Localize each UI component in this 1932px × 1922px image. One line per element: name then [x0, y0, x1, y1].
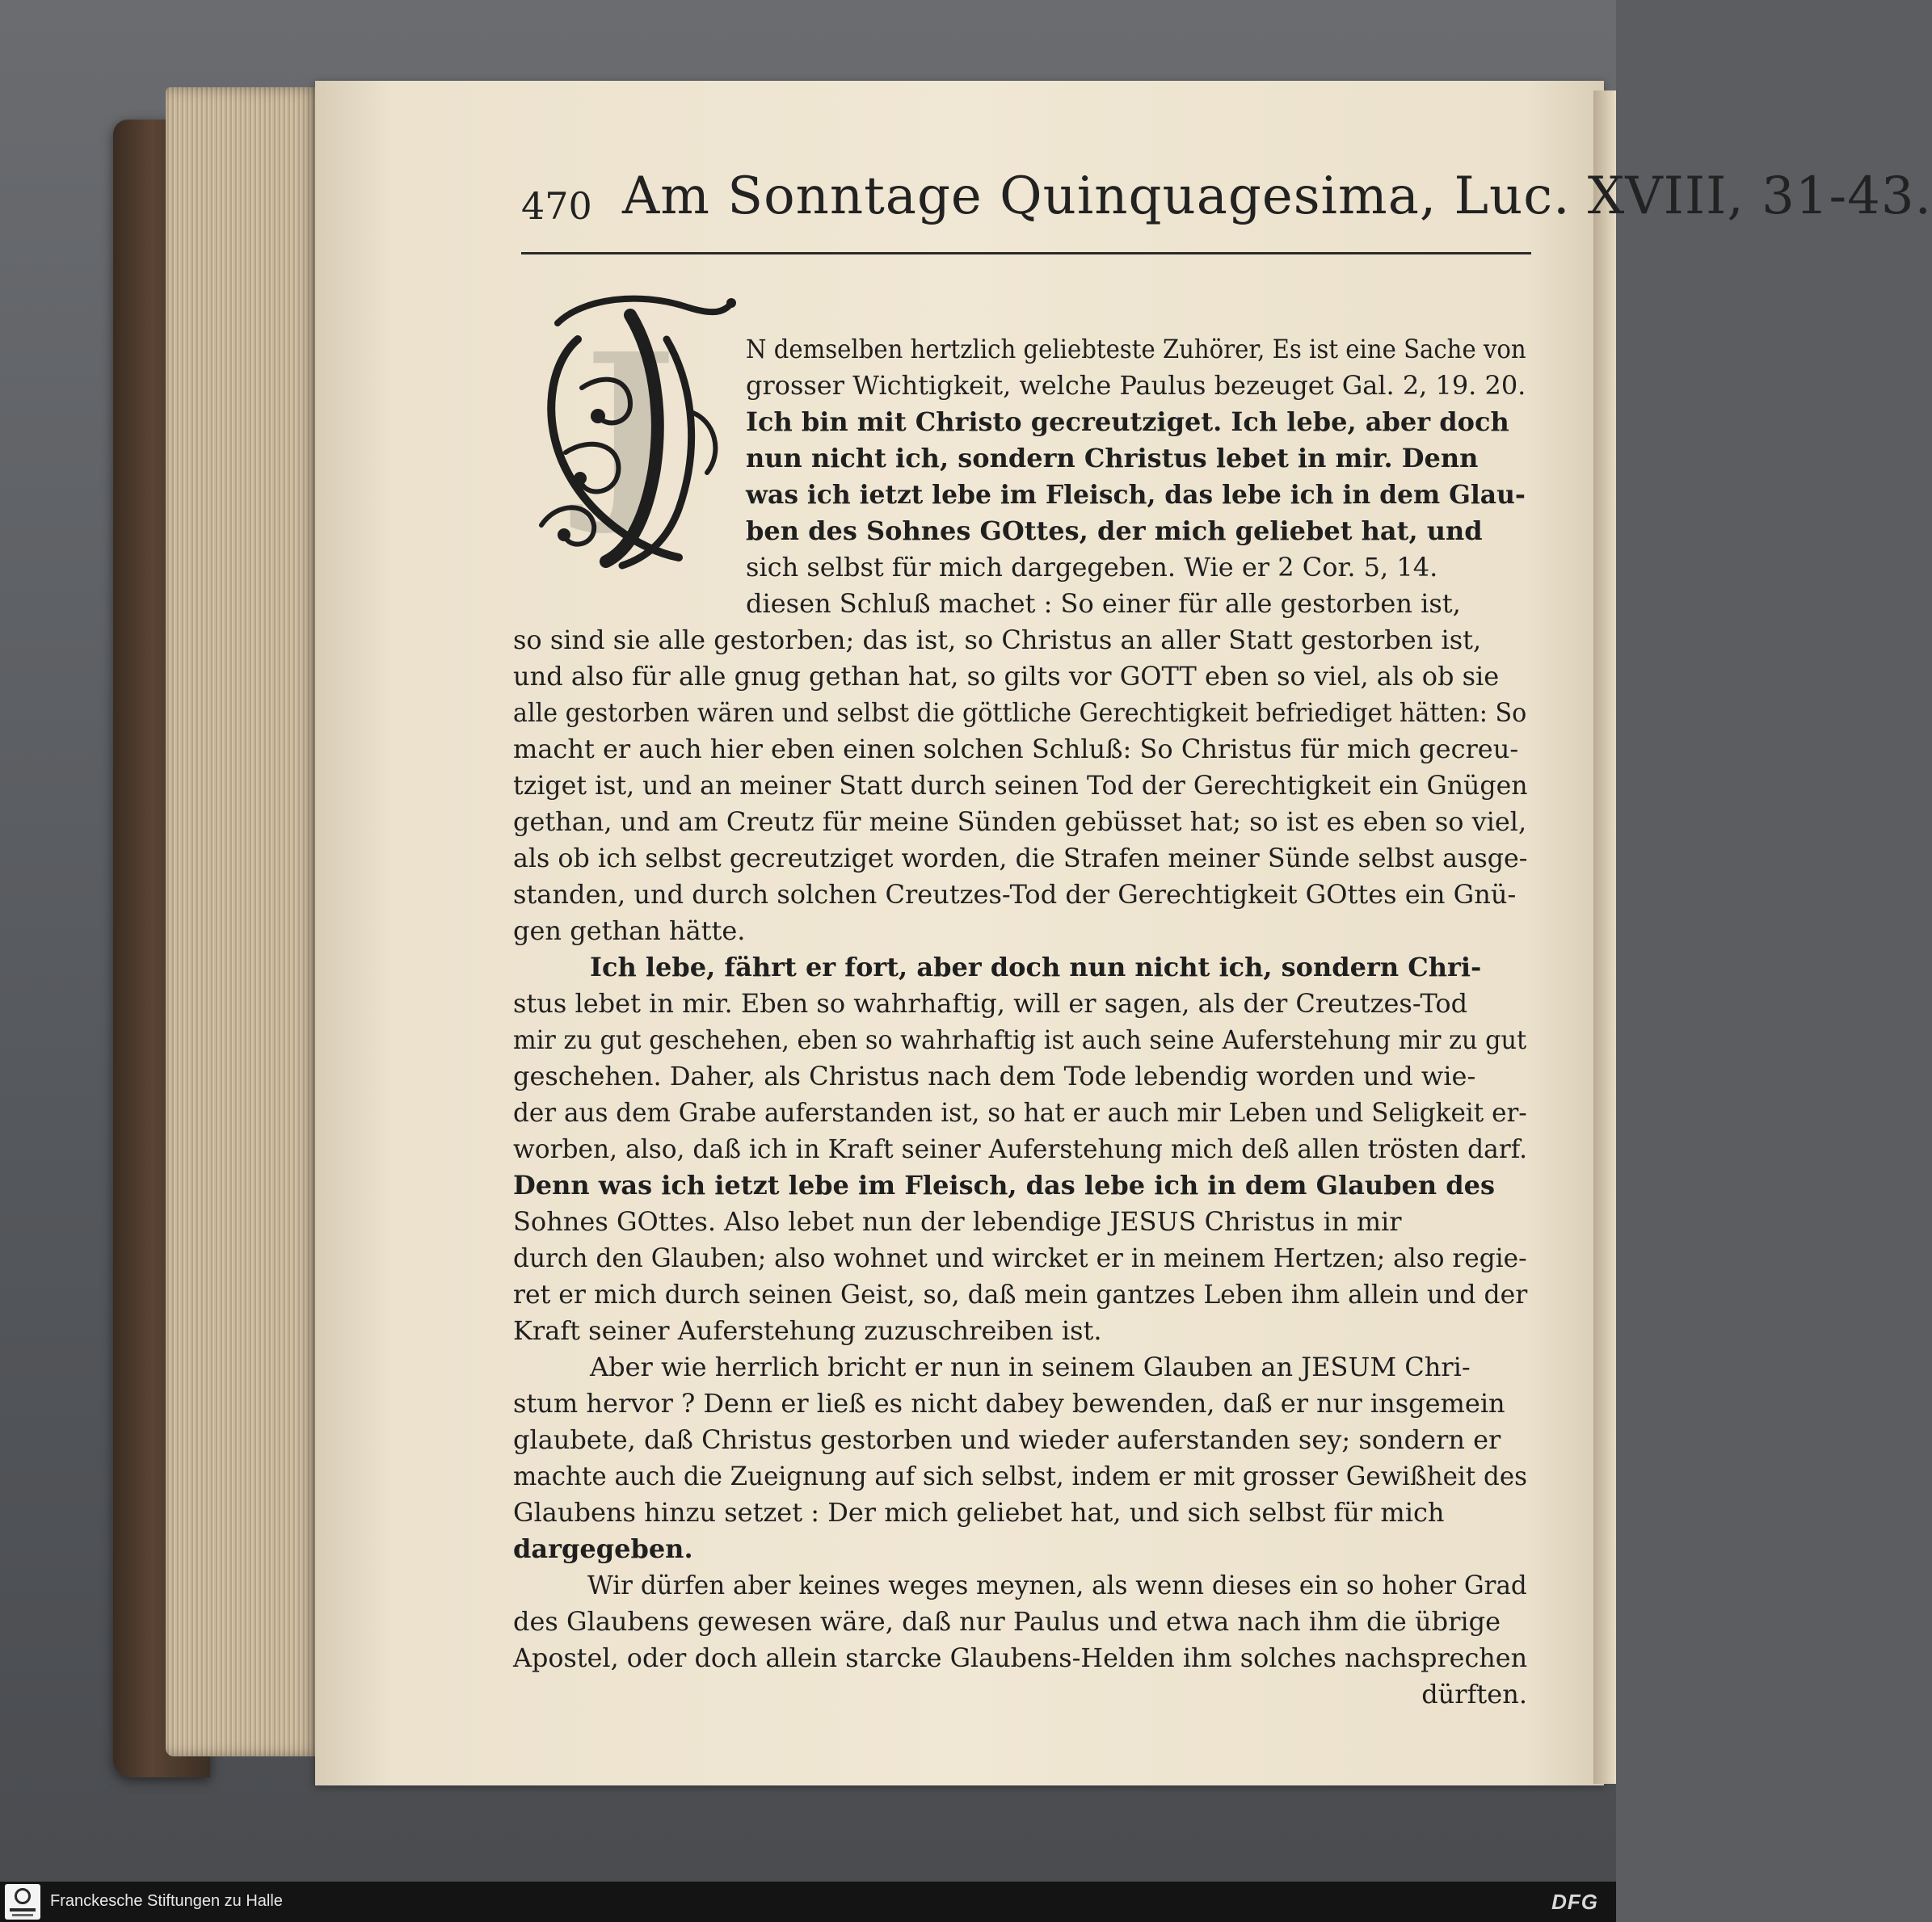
- main-text: [513, 622, 1527, 1713]
- page-header: [521, 166, 1932, 239]
- text-line: als ob ich selbst gecreutziget worden, die Strafen meiner Sünde selbst ausge-: [513, 843, 1528, 873]
- text-line: machte auch die Zueignung auf sich selbst, indem er mit grosser Gewißheit des: [513, 1461, 1527, 1491]
- text-line: Sohnes GOttes. Also lebet nun der lebendige JESUS Christus in mir: [513, 1206, 1402, 1237]
- text-line: standen, und durch solchen Creutzes-Tod der Gerechtigkeit GOttes ein Gnü-: [513, 879, 1517, 910]
- text-line: ret er mich durch seinen Geist, so, daß mein gantzes Leben ihm allein und der: [513, 1279, 1528, 1310]
- text-line: sich selbst für mich dargegeben. Wie er 2 Cor. 5, 14.: [746, 552, 1438, 582]
- page-edges: [166, 87, 319, 1756]
- initial-glyph: J: [584, 311, 676, 539]
- text-line: stus lebet in mir. Eben so wahrhaftig, will er sagen, als der Creutzes-Tod: [513, 988, 1468, 1019]
- institution-logo-icon: [5, 1884, 40, 1920]
- text-line: N demselben hertzlich geliebteste Zuhörer, Es ist eine Sache von: [746, 334, 1526, 364]
- text-line: dargegeben.: [513, 1533, 693, 1564]
- text-line: Ich bin mit Christo gecreutziget. Ich lebe, aber doch: [746, 406, 1509, 437]
- text-line: ben des Sohnes GOttes, der mich geliebet hat, und: [746, 515, 1483, 546]
- text-line: geschehen. Daher, als Christus nach dem Tode lebendig worden und wie-: [513, 1061, 1476, 1091]
- institution-name: Franckesche Stiftungen zu Halle: [50, 1892, 283, 1910]
- text-line: so sind sie alle gestorben; das ist, so Christus an aller Statt gestorben ist,: [513, 625, 1482, 655]
- running-title: Am Sonntage Quinquagesima, Luc. XVIII, 31-43.: [622, 166, 1932, 226]
- dfg-logo: DFG: [1551, 1890, 1598, 1914]
- text-line: nun nicht ich, sondern Christus lebet in mir. Denn: [746, 443, 1479, 473]
- text-line: dürften.: [1421, 1679, 1527, 1710]
- text-line: Kraft seiner Auferstehung zuzuschreiben ist.: [513, 1315, 1102, 1346]
- text-line: Glaubens hinzu setzet : Der mich geliebet hat, und sich selbst für mich: [513, 1497, 1445, 1528]
- text-line: Apostel, oder doch allein starcke Glaubens-Helden ihm solches nachsprechen: [513, 1642, 1528, 1673]
- text-line: gen gethan hätte.: [513, 915, 746, 946]
- text-line: Ich lebe, fährt er fort, aber doch nun nicht ich, sondern Chri-: [590, 952, 1482, 982]
- text-line: diesen Schluß machet : So einer für alle gestorben ist,: [746, 588, 1461, 619]
- text-line: was ich ietzt lebe im Fleisch, das lebe ich in dem Glau-: [746, 479, 1526, 510]
- text-line: grosser Wichtigkeit, welche Paulus bezeuget Gal. 2, 19. 20.: [746, 370, 1526, 401]
- header-rule: [521, 252, 1531, 254]
- text-line: durch den Glauben; also wohnet und wircket er in meinem Hertzen; also regie-: [513, 1243, 1527, 1273]
- text-line: stum hervor ? Denn er ließ es nicht dabey bewenden, daß er nur insgemein: [513, 1388, 1505, 1419]
- text-line: und also für alle gnug gethan hat, so gilts vor GOTT eben so viel, als ob sie: [513, 661, 1500, 692]
- text-line: der aus dem Grabe auferstanden ist, so hat er auch mir Leben und Seligkeit er-: [513, 1097, 1527, 1128]
- decorated-initial-letter: [533, 291, 735, 574]
- viewer-footer: [0, 1882, 1616, 1922]
- text-line: macht er auch hier eben einen solchen Schluß: So Christus für mich gecreu-: [513, 734, 1519, 764]
- text-line: des Glaubens gewesen wäre, daß nur Paulus und etwa nach ihm die übrige: [513, 1606, 1501, 1637]
- paragraph-1-top: [746, 331, 1526, 622]
- text-line: Aber wie herrlich bricht er nun in seinem Glauben an JESUM Chri-: [590, 1352, 1471, 1382]
- text-line: alle gestorben wären und selbst die göttliche Gerechtigkeit befriediget hätten: So: [513, 697, 1527, 728]
- text-line: Denn was ich ietzt lebe im Fleisch, das lebe ich in dem Glauben des: [513, 1170, 1496, 1201]
- text-line: Wir dürfen aber keines weges meynen, als wenn dieses ein so hoher Grad: [587, 1570, 1527, 1600]
- page-number: 470: [521, 184, 592, 228]
- text-line: glaubete, daß Christus gestorben und wieder auferstanden sey; sondern er: [513, 1424, 1501, 1455]
- text-line: gethan, und am Creutz für meine Sünden gebüsset hat; so ist es eben so viel,: [513, 806, 1527, 837]
- text-line: tziget ist, und an meiner Statt durch seinen Tod der Gerechtigkeit ein Gnügen: [513, 770, 1528, 801]
- text-line: mir zu gut geschehen, eben so wahrhaftig ist auch seine Auferstehung mir zu gut: [513, 1024, 1527, 1055]
- facing-page-edge: [1593, 90, 1616, 1784]
- text-line: worben, also, daß ich in Kraft seiner Auferstehung mich deß allen trösten darf.: [513, 1133, 1528, 1164]
